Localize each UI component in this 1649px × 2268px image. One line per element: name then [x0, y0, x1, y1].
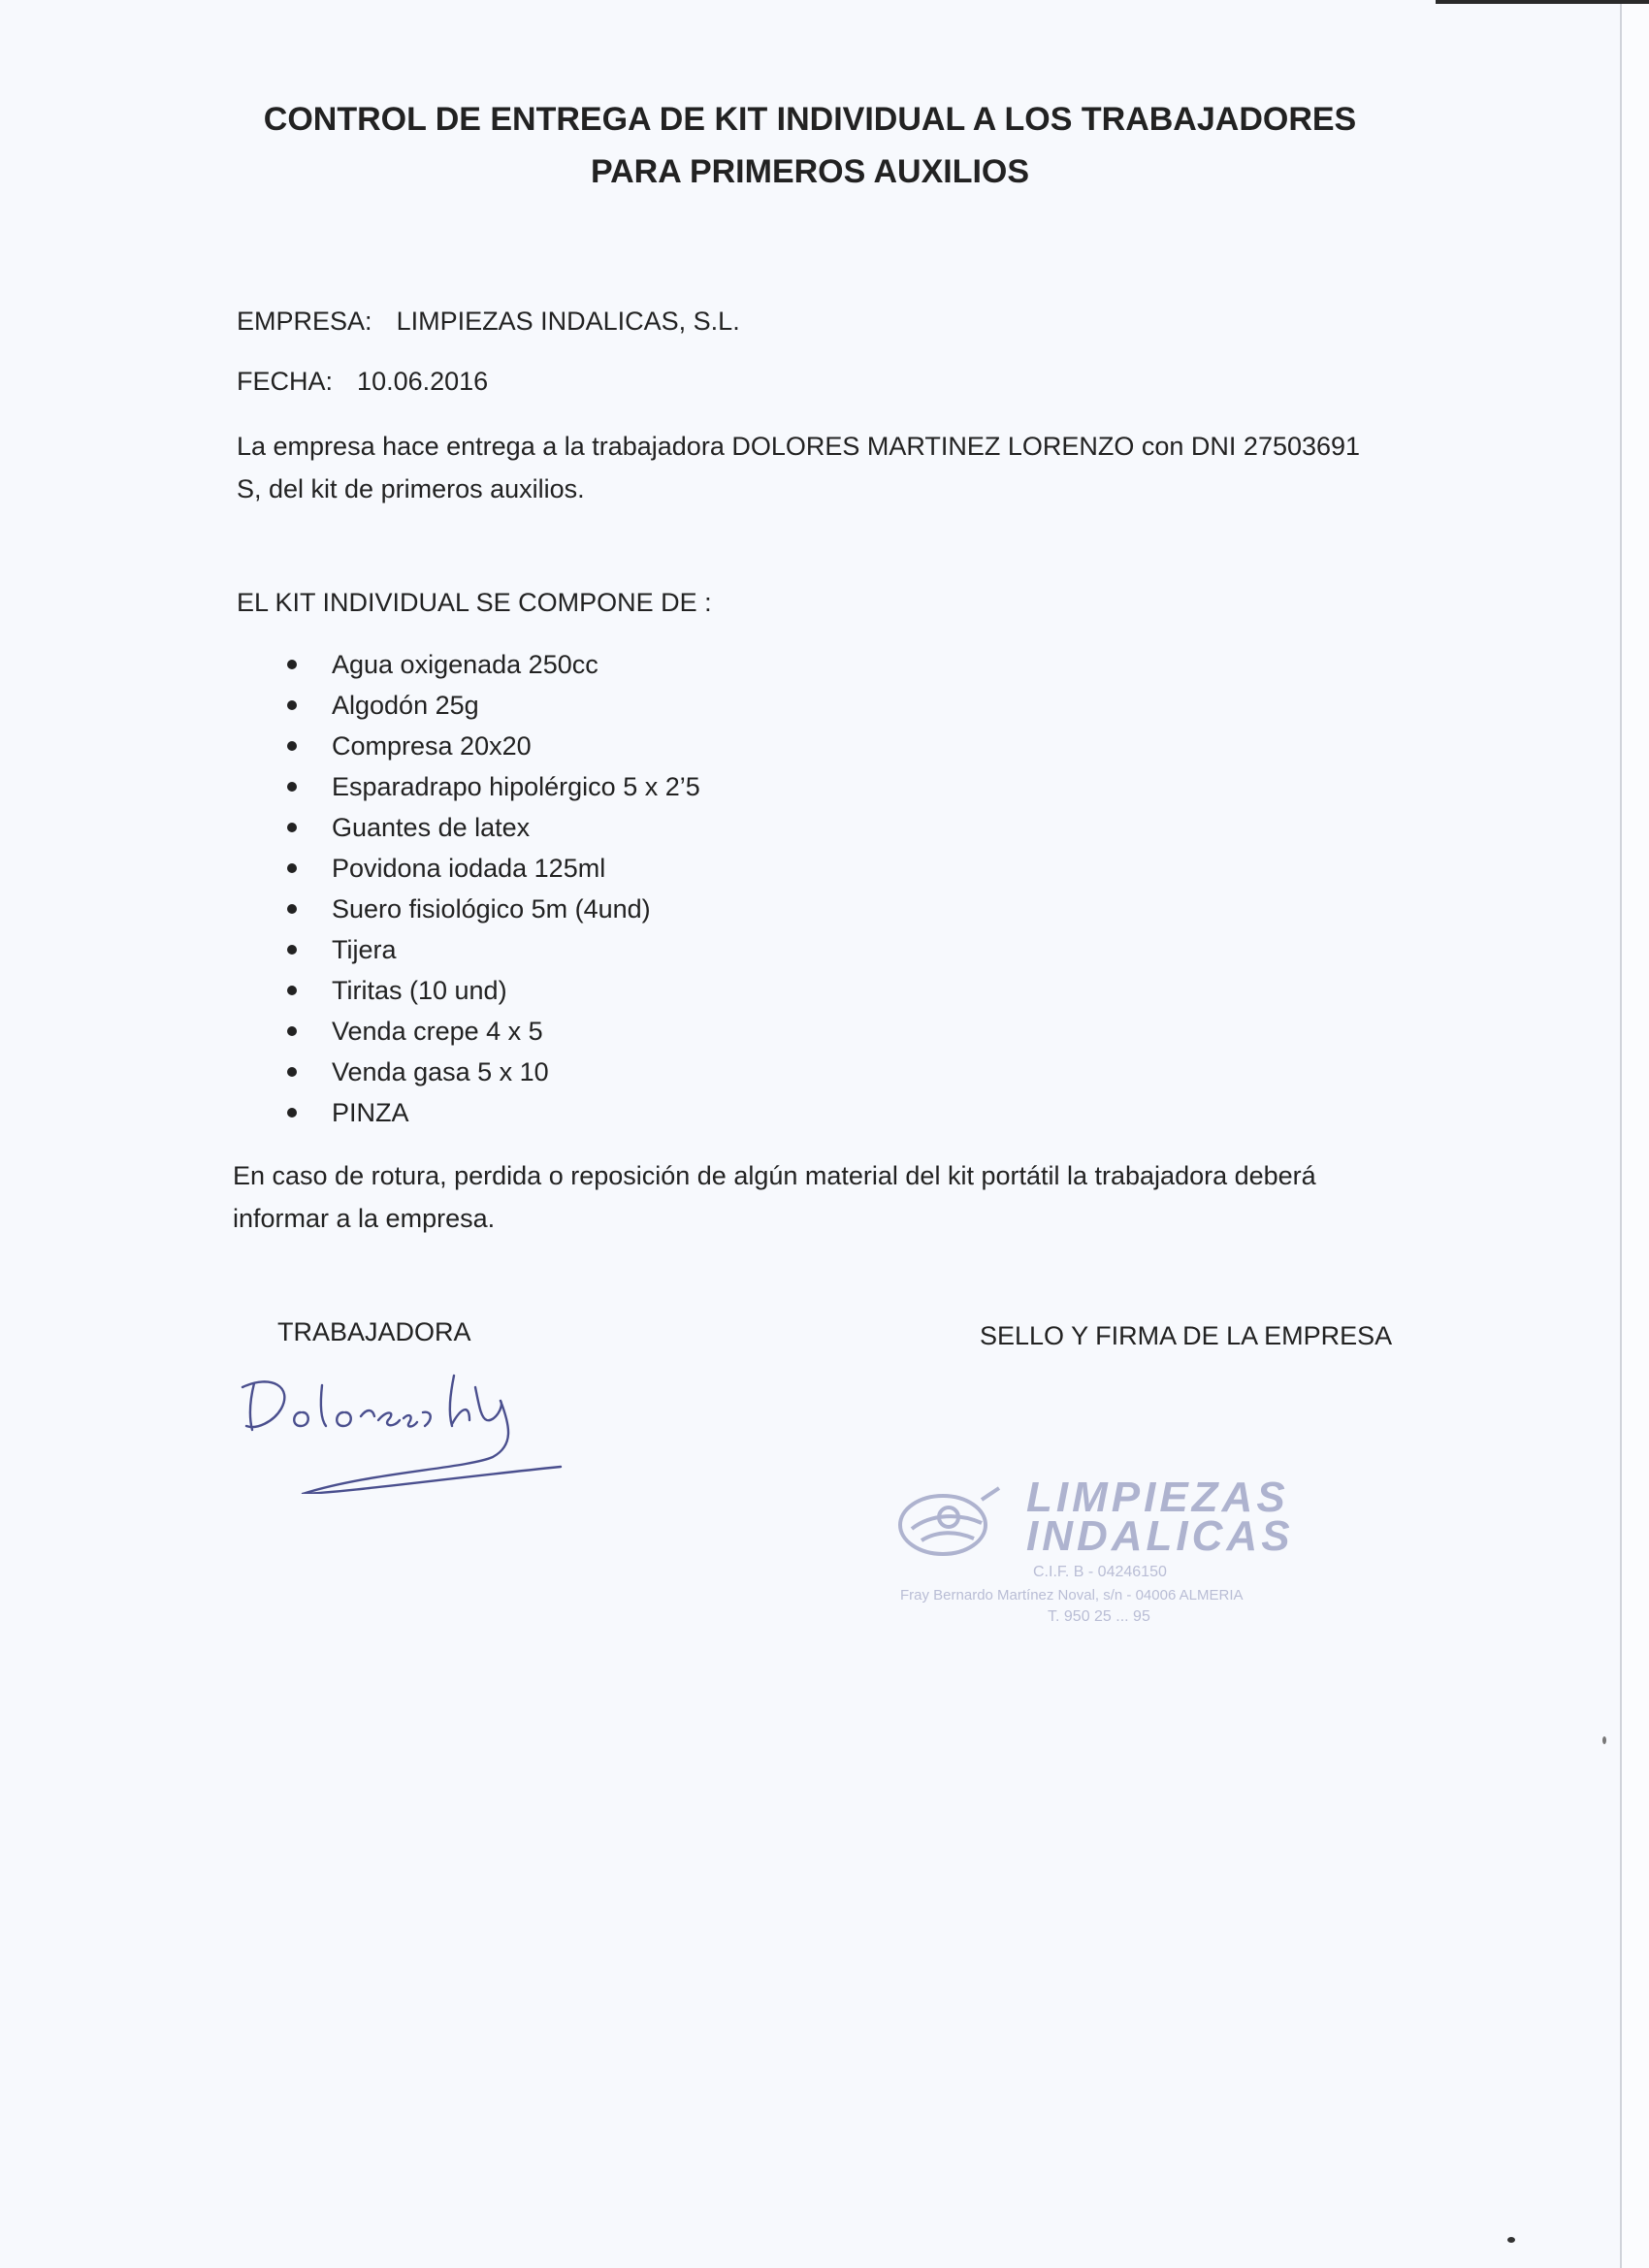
stamp-company-name	[1026, 1474, 1294, 1560]
title-line-1: CONTROL DE ENTREGA DE KIT INDIVIDUAL A LOS TRABAJADORES	[263, 101, 1357, 138]
kit-items-list	[281, 644, 700, 1133]
list-item: PINZA	[281, 1092, 700, 1133]
scan-speck	[1507, 2237, 1515, 2243]
list-item: Povidona iodada 125ml	[281, 848, 700, 889]
fecha-value: 10.06.2016	[357, 367, 489, 396]
empresa-line	[237, 307, 740, 337]
list-item: Compresa 20x20	[281, 726, 700, 766]
list-item: Venda crepe 4 x 5	[281, 1011, 700, 1052]
scan-border	[1436, 0, 1649, 4]
stamp-address: Fray Bernardo Martínez Noval, s/n - 04006 ALMERIA	[900, 1587, 1244, 1604]
empresa-value: LIMPIEZAS INDALICAS, S.L.	[396, 307, 740, 336]
list-item: Tiritas (10 und)	[281, 970, 700, 1011]
list-item: Guantes de latex	[281, 807, 700, 848]
page-edge	[1620, 0, 1649, 2268]
worker-signature-label: TRABAJADORA	[277, 1317, 471, 1346]
worker-signature	[233, 1348, 563, 1494]
company-signature-label: SELLO Y FIRMA DE LA EMPRESA	[980, 1321, 1393, 1350]
document-title	[0, 93, 1620, 198]
stamp-name-line-2: INDALICAS	[1026, 1512, 1294, 1560]
list-item: Esparadrapo hipolérgico 5 x 2’5	[281, 766, 700, 807]
kit-heading: EL KIT INDIVIDUAL SE COMPONE DE :	[237, 588, 712, 617]
fecha-label: FECHA:	[237, 367, 334, 396]
company-stamp	[892, 1474, 1348, 1669]
list-item: Venda gasa 5 x 10	[281, 1052, 700, 1092]
fecha-line	[237, 367, 488, 397]
stamp-cif: C.I.F. B - 04246150	[1033, 1564, 1167, 1580]
stamp-phone: T. 950 25 ... 95	[1048, 1608, 1150, 1625]
title-line-2: PARA PRIMEROS AUXILIOS	[590, 153, 1030, 190]
list-item: Suero fisiológico 5m (4und)	[281, 889, 700, 929]
list-item: Algodón 25g	[281, 685, 700, 726]
list-item: Tijera	[281, 929, 700, 970]
closing-paragraph: En caso de rotura, perdida o reposición de algún material del kit portátil la trabajadora deberá informar a la empresa.	[233, 1161, 1316, 1233]
stamp-name-line-1: LIMPIEZAS	[1026, 1474, 1289, 1521]
intro-paragraph: La empresa hace entrega a la trabajadora DOLORES MARTINEZ LORENZO con DNI 27503691 S, del kit de primeros auxilios.	[237, 432, 1361, 503]
list-item: Agua oxigenada 250cc	[281, 644, 700, 685]
scan-speck	[1602, 1736, 1606, 1744]
stamp-logo-icon	[892, 1474, 1009, 1571]
empresa-label: EMPRESA:	[237, 307, 372, 336]
